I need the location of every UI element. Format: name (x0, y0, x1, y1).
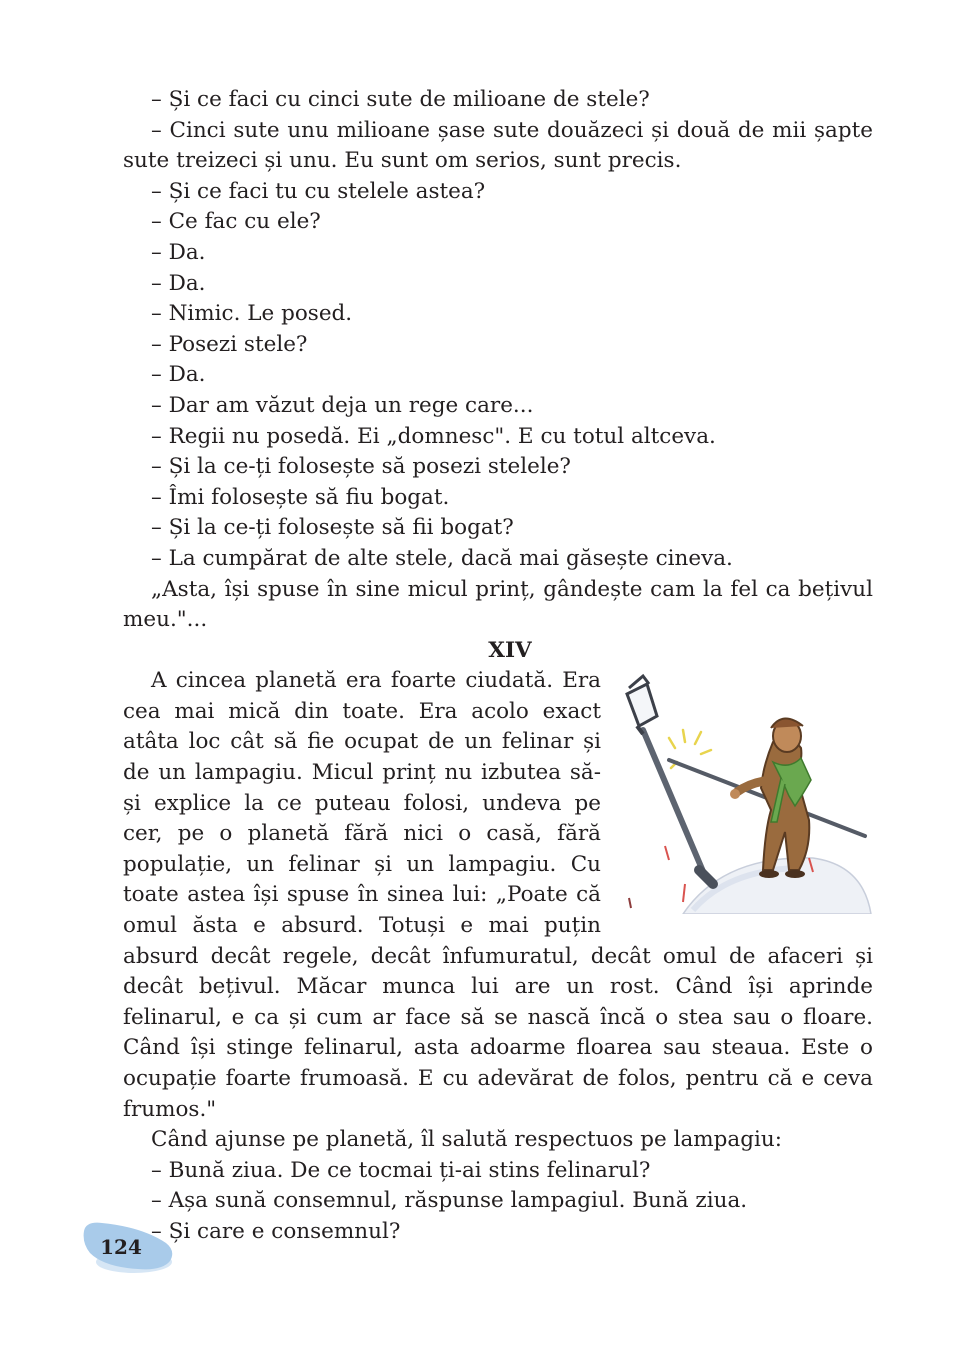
chapter-opening-text: A cincea planetă era foarte ciudată. Era cea mai mică din toate. Era acolo exact atâta loc cât să fie ocupat de un felinar și de un lampagiu. Micul prinț nu izbutea să-și explice la ce puteau folosi, undeva pe cer, pe o planetă fără nici o casă, fără populație, un felinar și un lampagiu. Cu toate astea își spuse în sinea lui: „Poate că omul ăsta e absurd. Totuși e mai puțin absurd decât regele, decât înfumuratul, decât omul de afaceri și decât bețivul. Măcar munca lui are un rost. Când își aprinde felinarul, e ca și cum ar face să se nască încă o stea sau o floare. Când își stinge felinarul, asta adoarme floarea sau steaua. Este o ocupație foarte frumoasă. E cu adevărat de folos, pentru că e ceva frumos." (123, 668, 873, 1122)
dialogue-line: – Bună ziua. De ce tocmai ți-ai stins felinarul? (151, 1157, 651, 1183)
dialogue-line: – Regii nu posedă. Ei „domnesc". E cu totul altceva. (151, 423, 716, 449)
dialogue-line: – Posezi stele? (151, 331, 308, 357)
chapter-heading: XIV (488, 637, 532, 663)
closing-paragraph: „Asta, își spuse în sine micul prinț, gândește cam la fel ca bețivul meu."... (123, 576, 873, 633)
lamplighter-illustration (613, 670, 873, 914)
dialogue-line: – Și ce faci cu cinci sute de milioane de stele? (151, 87, 650, 112)
dialogue-line: – Și la ce-ți folosește să posezi stelele? (151, 454, 571, 480)
dialogue-line: – Cinci sute unu milioane șase sute douăzeci și două de mii șapte sute treizeci și unu. Eu sunt om serios, sunt precis. (123, 117, 873, 174)
page-number: 124 (100, 1235, 142, 1259)
dialogue-line: – Și la ce-ți folosește să fii bogat? (151, 515, 514, 541)
dialogue-line: – Da. (151, 270, 206, 296)
page-body (123, 85, 873, 1248)
dialogue-line: – La cumpărat de alte stele, dacă mai găsește cineva. (151, 545, 733, 571)
page-number-badge (82, 1221, 176, 1277)
dialogue-line: – Da. (151, 362, 206, 388)
dialogue-line: – Și ce faci tu cu stelele astea? (151, 178, 486, 204)
dialogue-line: – Așa sună consemnul, răspunse lampagiul. Bună ziua. (151, 1188, 748, 1214)
dialogue-line: – Ce fac cu ele? (151, 209, 321, 235)
dialogue-line: – Da. (151, 239, 206, 265)
dialogue-line: – Nimic. Le posed. (151, 301, 353, 327)
dialogue-line: – Și care e consemnul? (151, 1218, 401, 1244)
dialogue-line: – Dar am văzut deja un rege care... (151, 392, 534, 418)
dialogue-line: – Îmi folosește să fiu bogat. (151, 484, 450, 510)
chapter-opening-paragraph (123, 666, 873, 1125)
arrival-paragraph: Când ajunse pe planetă, îl salută respectuos pe lampagiu: (151, 1127, 782, 1153)
